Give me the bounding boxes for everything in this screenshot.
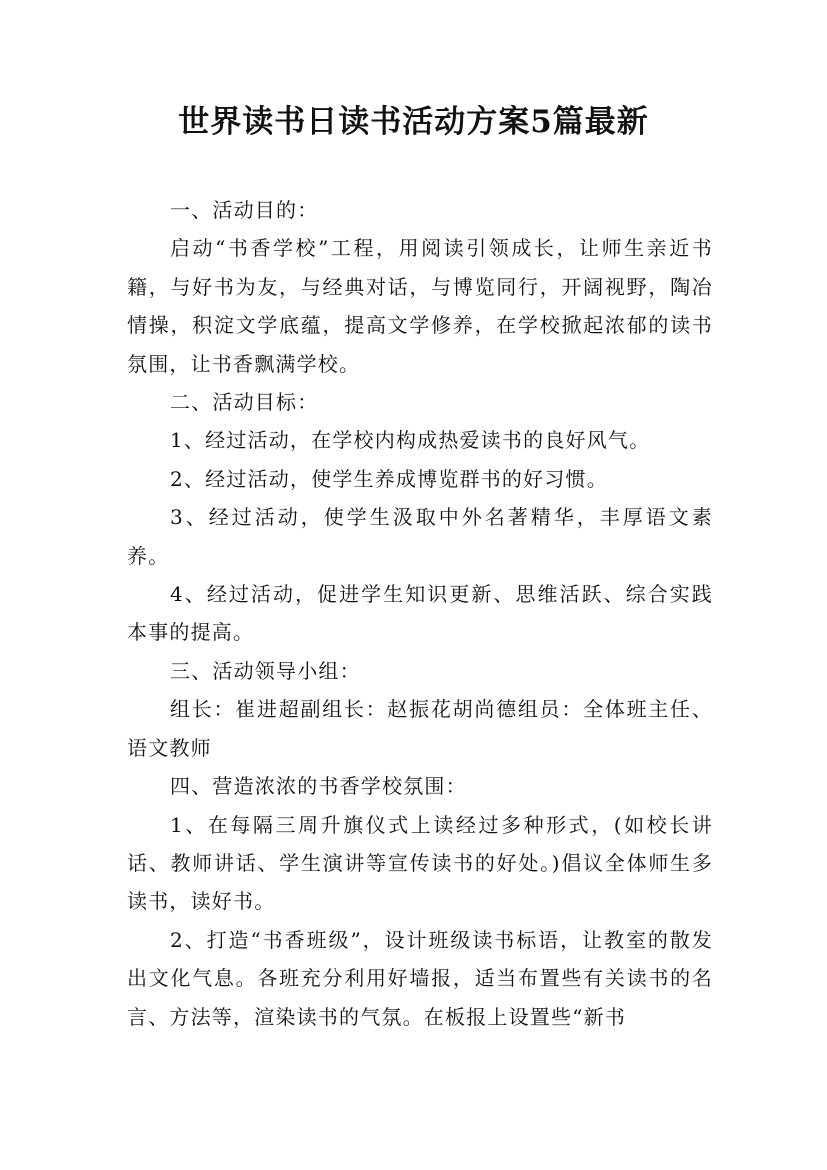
document-body [127, 191, 713, 1036]
document-title: 世界读书日读书活动方案5篇最新 [178, 104, 649, 140]
section-heading-goals: 二、活动目标： [170, 390, 319, 415]
goal-item-3: 3、经过活动，使学生汲取中外名著精华，丰厚语文素养。 [127, 505, 713, 568]
section-heading-leadership: 三、活动领导小组： [170, 658, 361, 683]
goal-item-1: 1、经过活动，在学校内构成热爱读书的良好风气。 [170, 428, 651, 453]
paragraph-leadership: 组长：崔进超副组长：赵振花胡尚德组员：全体班主任、语文教师 [127, 697, 713, 760]
paragraph-purpose: 启动“书香学校”工程，用阅读引领成长，让师生亲近书籍，与好书为友，与经典对话，与博览同行，开阔视野，陶冶情操，积淀文学底蕴，提高文学修养，在学校掀起浓郁的读书氛围，让书香飘满学校。 [127, 236, 713, 376]
goal-item-4: 4、经过活动，促进学生知识更新、思维活跃、综合实践本事的提高。 [127, 582, 713, 645]
atmosphere-item-1: 1、在每隔三周升旗仪式上读经过多种形式，(如校长讲话、教师讲话、学生演讲等宣传读书的好处。)倡议全体师生多读书，读好书。 [127, 812, 713, 914]
section-heading-atmosphere: 四、营造浓浓的书香学校氛围： [170, 774, 467, 799]
section-heading-purpose: 一、活动目的： [170, 198, 319, 222]
atmosphere-item-2: 2、打造“书香班级”，设计班级读书标语，让教室的散发出文化气息。各班充分利用好墙报，适当布置些有关读书的名言、方法等，渲染读书的气氛。在板报上设置些“新书 [127, 927, 713, 1029]
goal-item-2: 2、经过活动，使学生养成博览群书的好习惯。 [170, 466, 608, 491]
